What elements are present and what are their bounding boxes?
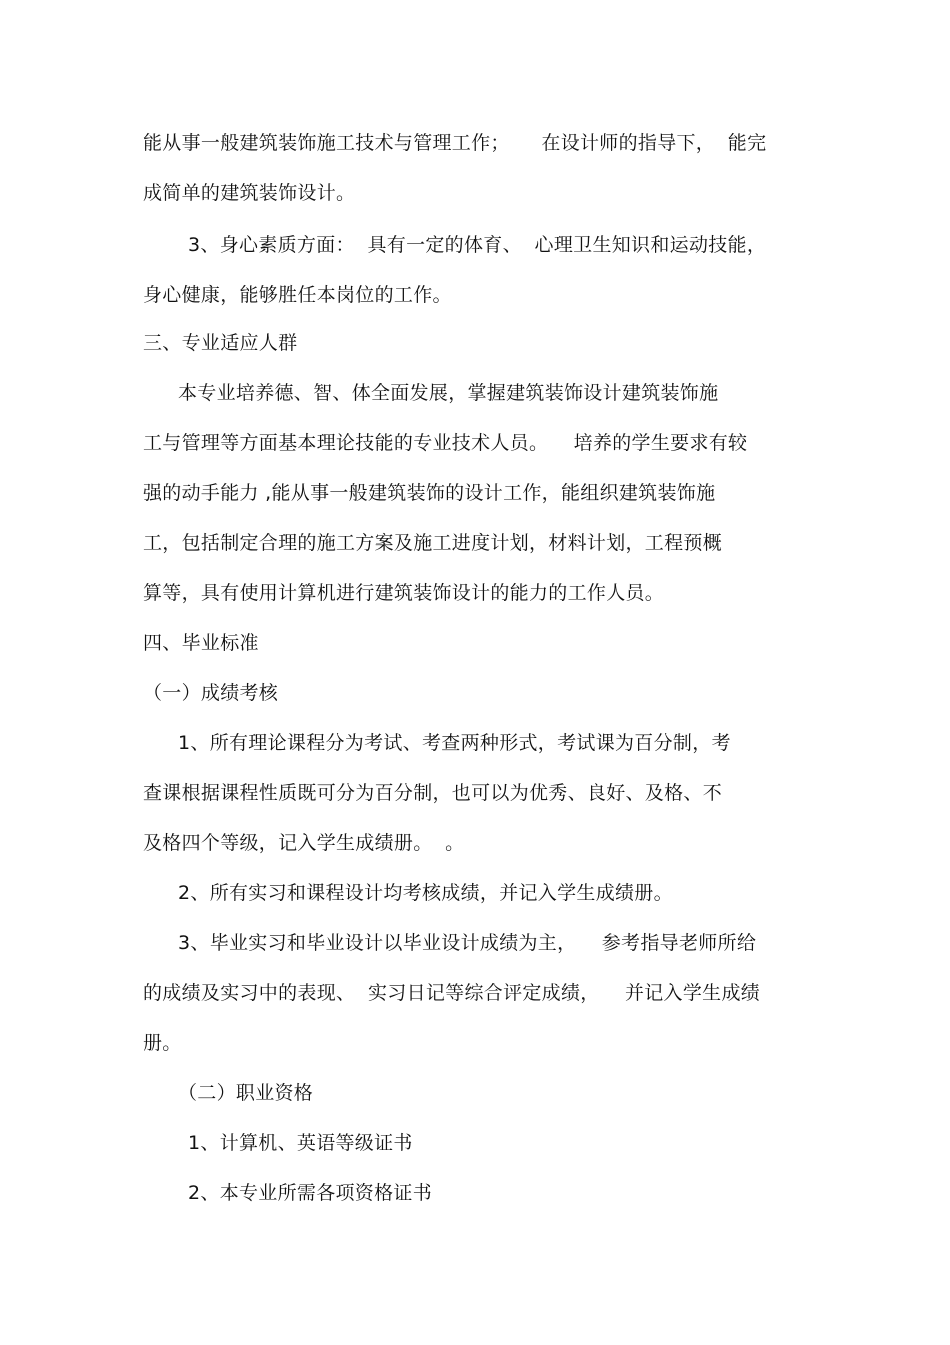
paragraph-line: 强的动手能力 ,能从事一般建筑装饰的设计工作，能组织建筑装饰施 bbox=[143, 482, 716, 504]
paragraph-line: 的成绩及实习中的表现、 实习日记等综合评定成绩， 并记入学生成绩 bbox=[143, 982, 761, 1004]
section-heading: 四、毕业标准 bbox=[143, 632, 259, 654]
section-heading: 三、专业适应人群 bbox=[143, 332, 298, 354]
paragraph-line: 查课根据课程性质既可分为百分制，也可以为优秀、良好、及格、不 bbox=[143, 782, 723, 804]
list-item: 2、本专业所需各项资格证书 bbox=[188, 1182, 432, 1204]
subsection-heading: （二）职业资格 bbox=[178, 1082, 314, 1104]
paragraph-line: 3、毕业实习和毕业设计以毕业设计成绩为主， 参考指导老师所给 bbox=[178, 932, 757, 954]
paragraph-line: 册。 bbox=[143, 1032, 182, 1054]
paragraph-line: 2、所有实习和课程设计均考核成绩，并记入学生成绩册。 bbox=[178, 882, 673, 904]
paragraph-line: 工与管理等方面基本理论技能的专业技术人员。 培养的学生要求有较 bbox=[143, 432, 748, 454]
paragraph-line: 3、身心素质方面： 具有一定的体育、 心理卫生知识和运动技能， bbox=[188, 234, 767, 256]
paragraph-line: 身心健康，能够胜任本岗位的工作。 bbox=[143, 284, 452, 306]
paragraph-line: 能从事一般建筑装饰施工技术与管理工作； 在设计师的指导下， 能完 bbox=[143, 132, 767, 154]
subsection-heading: （一）成绩考核 bbox=[143, 682, 279, 704]
paragraph-line: 成简单的建筑装饰设计。 bbox=[143, 182, 356, 204]
paragraph-line: 本专业培养德、智、体全面发展，掌握建筑装饰设计建筑装饰施 bbox=[178, 382, 719, 404]
list-item: 1、计算机、英语等级证书 bbox=[188, 1132, 413, 1154]
paragraph-line: 算等，具有使用计算机进行建筑装饰设计的能力的工作人员。 bbox=[143, 582, 665, 604]
paragraph-line: 1、所有理论课程分为考试、考查两种形式，考试课为百分制，考 bbox=[178, 732, 731, 754]
paragraph-line: 及格四个等级，记入学生成绩册。 。 bbox=[143, 832, 465, 854]
paragraph-line: 工，包括制定合理的施工方案及施工进度计划，材料计划，工程预概 bbox=[143, 532, 723, 554]
